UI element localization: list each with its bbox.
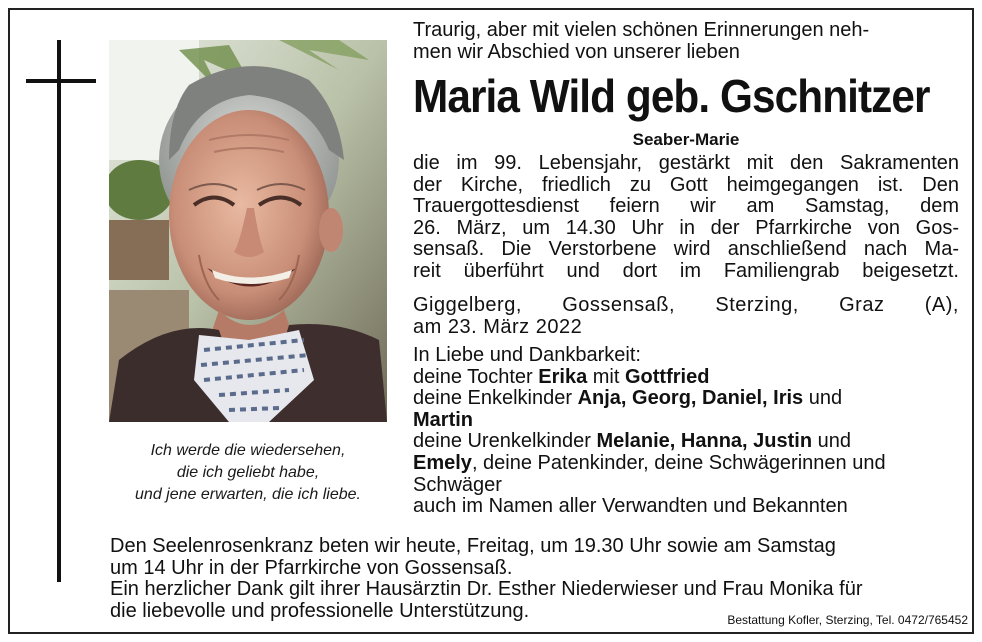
mourners-text: deine Urenkelkinder: [413, 430, 597, 453]
mourners-line: Schwäger: [413, 473, 502, 496]
mourner-name: Gottfried: [625, 365, 710, 388]
mourner-name: Melanie, Hanna, Justin: [596, 430, 813, 453]
place-and-date: [413, 295, 959, 338]
intro-text: [413, 20, 959, 63]
mourners-text: mit: [587, 365, 625, 388]
mourners-text: und: [812, 430, 851, 453]
cross-vertical-bar: [57, 40, 61, 582]
mourners-line: [413, 367, 959, 389]
quote-line: die ich geliebt habe,: [176, 464, 320, 481]
body-line: sensaß. Die Verstorbene wird anschließend nach Ma-: [413, 238, 959, 261]
closing-text: [110, 536, 960, 622]
closing-line: um 14 Uhr in der Pfarrkirche von Gossensaß.: [110, 556, 513, 579]
closing-line: die liebevolle und professionelle Unterstützung.: [110, 599, 530, 622]
body-line: 26. März, um 14.30 Uhr in der Pfarrkirche von Gos-: [413, 216, 959, 239]
death-announcement-text: [413, 153, 959, 283]
undertaker-credit: Bestattung Kofler, Sterzing, Tel. 0472/765452: [727, 613, 968, 627]
mourner-name: Martin: [413, 408, 473, 431]
intro-line: men wir Abschied von unserer lieben: [413, 40, 740, 63]
body-line: reit überführt und dort im Familiengrab beigesetzt.: [413, 259, 959, 282]
body-line: der Kirche, friedlich zu Gott heimgegangen ist. Den: [413, 173, 959, 196]
mourners-heading: In Liebe und Dankbarkeit:: [413, 344, 641, 366]
intro-line: Traurig, aber mit vielen schönen Erinnerungen neh-: [413, 19, 870, 41]
mourner-name: Anja, Georg, Daniel, Iris: [577, 387, 804, 410]
mourners-line: [413, 431, 959, 453]
portrait-photo: [109, 40, 387, 422]
portrait-illustration: [109, 40, 387, 422]
mourners-line: [413, 453, 959, 475]
body-line: die im 99. Lebensjahr, gestärkt mit den Sakramenten: [413, 152, 959, 174]
mourners-line: [413, 388, 959, 410]
mourners-text: deine Enkelkinder: [413, 387, 578, 410]
nickname: Seaber-Marie: [632, 130, 740, 149]
memorial-quote: [100, 440, 396, 506]
body-line: Trauergottesdienst feiern wir am Samstag, dem: [413, 195, 959, 218]
mourners-line: auch im Namen aller Verwandten und Bekannten: [413, 495, 848, 518]
closing-line: Ein herzlicher Dank gilt ihrer Hausärztin Dr. Esther Niederwieser und Frau Monika für: [110, 578, 863, 601]
mourner-name: Erika: [538, 365, 588, 388]
deceased-name: Maria Wild geb. Gschnitzer: [413, 70, 930, 122]
mourners-text: , deine Patenkinder, deine Schwägerinnen und: [471, 451, 886, 474]
quote-line: Ich werde die wiedersehen,: [150, 442, 346, 459]
cross-horizontal-bar: [26, 79, 96, 83]
quote-line: und jene erwarten, die ich liebe.: [135, 486, 361, 503]
mourners-line: [413, 410, 959, 432]
mourners-list: [413, 345, 959, 518]
date: am 23. März 2022: [413, 315, 583, 338]
mourners-text: deine Tochter: [413, 365, 539, 388]
mourners-text: und: [803, 387, 843, 410]
mourner-name: Emely: [413, 451, 472, 474]
closing-line: Den Seelenrosenkranz beten wir heute, Freitag, um 19.30 Uhr sowie am Samstag: [110, 535, 836, 557]
places: Giggelberg, Gossensaß, Sterzing, Graz (A),: [413, 294, 959, 316]
